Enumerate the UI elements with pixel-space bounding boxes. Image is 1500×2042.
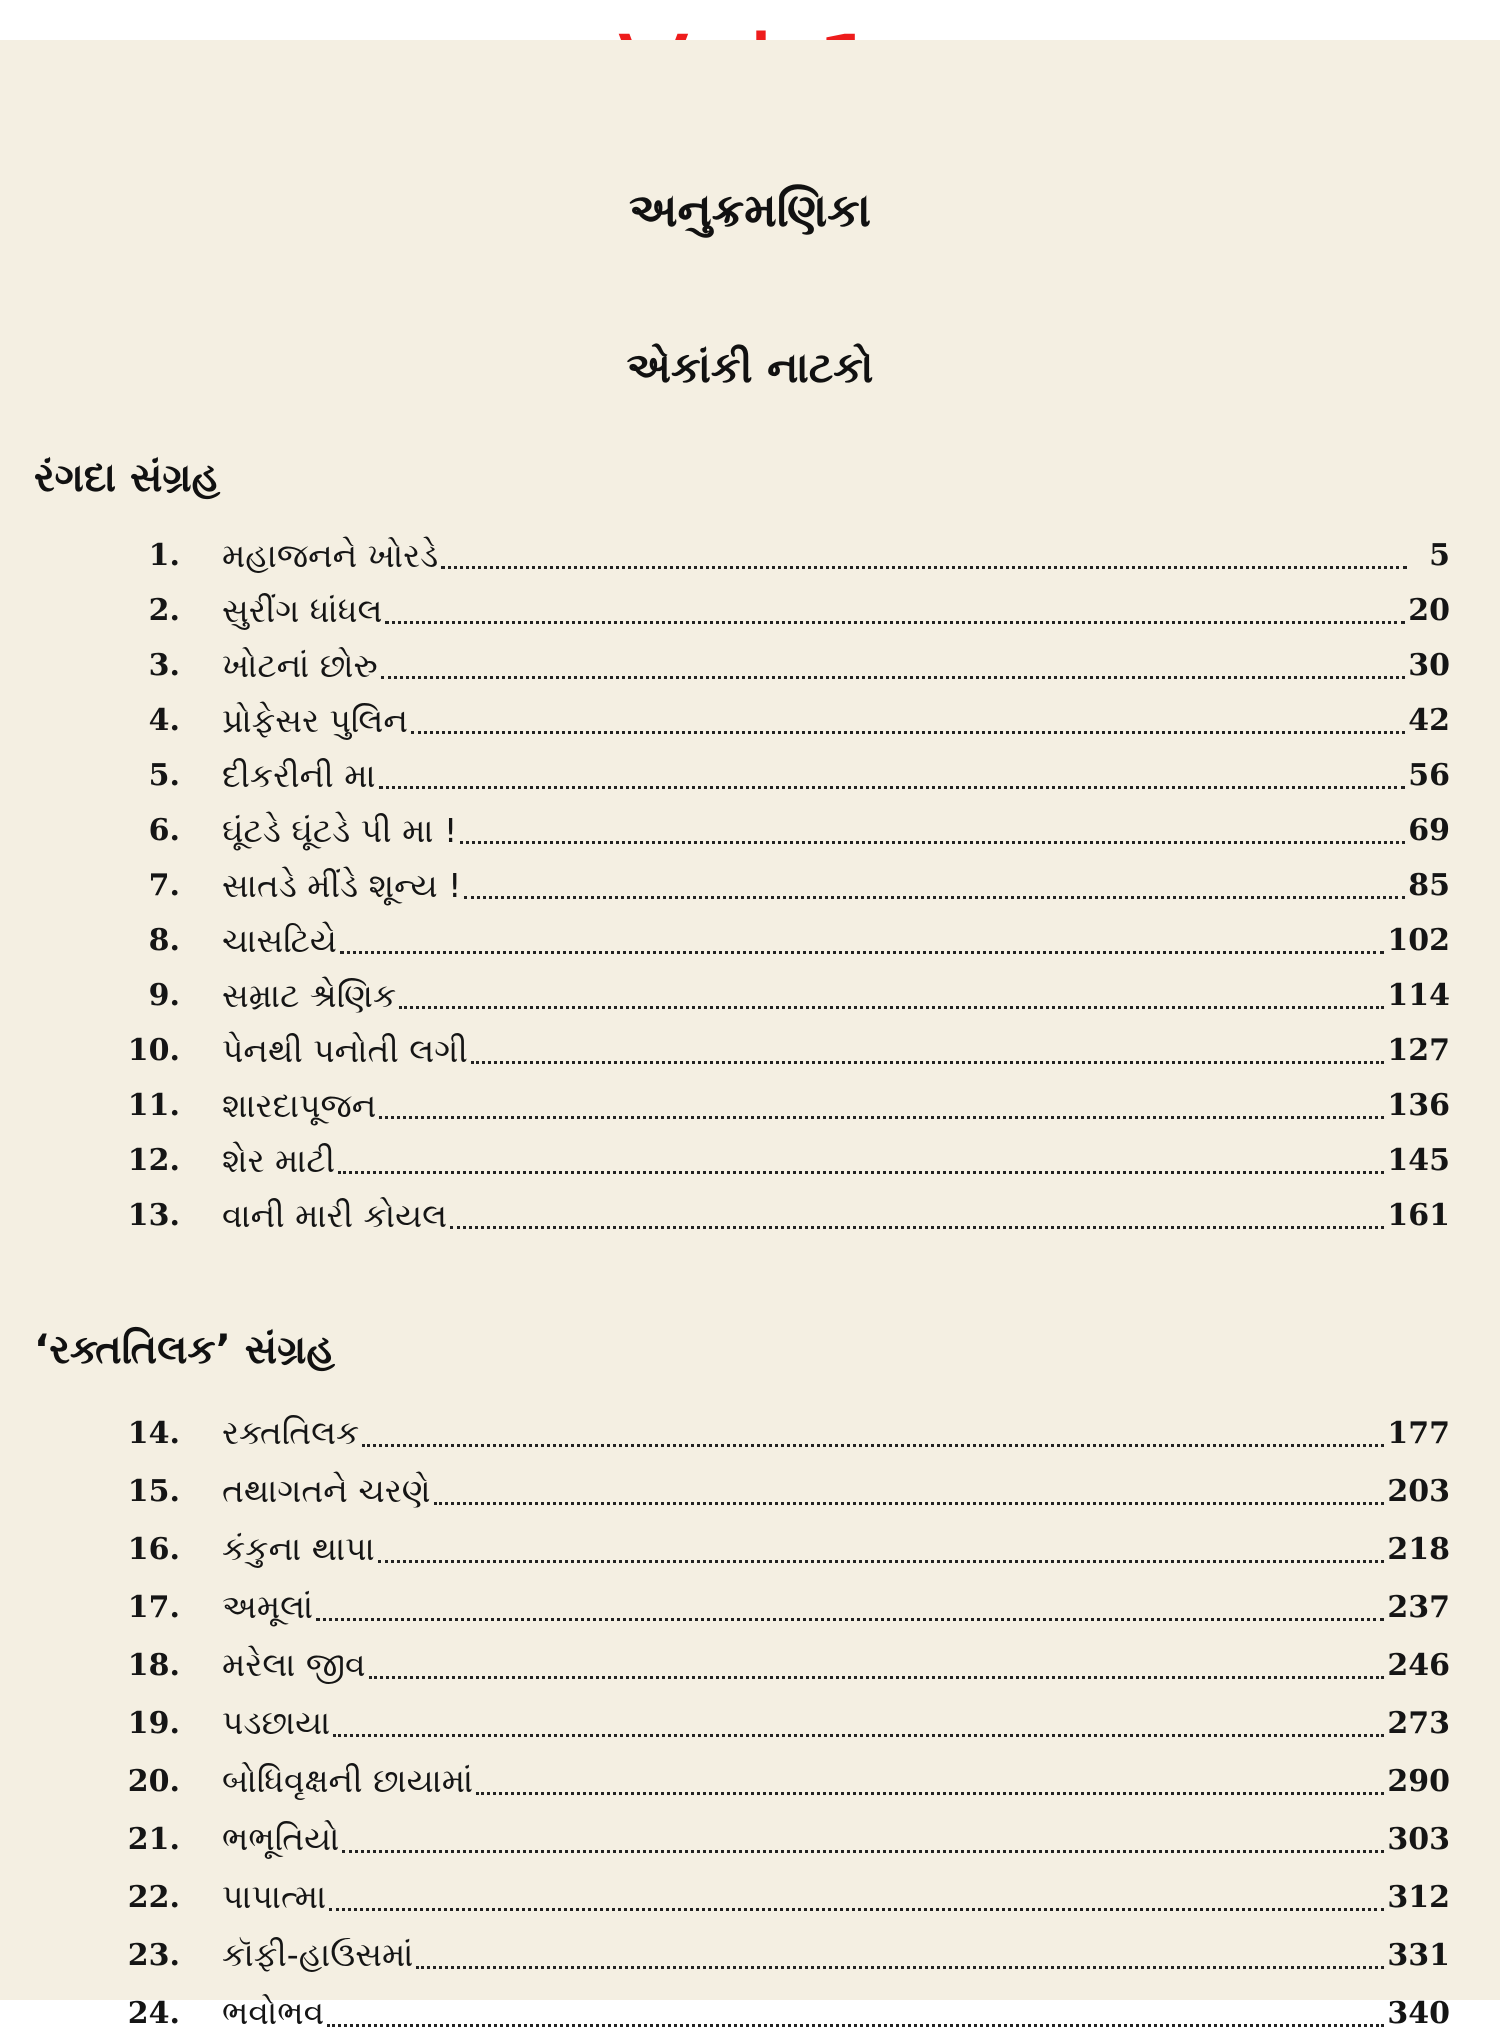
toc-entry [80,638,1450,693]
toc-entry [80,1023,1450,1078]
entry-number: 16. [127,1531,180,1567]
entry-page-number: 303 [1387,1821,1450,1857]
entry-page-number: 161 [1387,1198,1450,1233]
toc-entry [80,1926,1450,1984]
entry-number: 13. [127,1198,180,1233]
dot-leader [476,1792,1384,1795]
entry-title: તથાગતને ચરણે [222,1471,431,1510]
dot-leader [464,896,1405,899]
entry-page-number: 136 [1387,1088,1450,1123]
entry-number: 18. [127,1647,180,1683]
entry-title: કંકુના થાપા [222,1529,375,1568]
entry-title: ખોટનાં છોરુ [222,645,378,685]
dot-leader [342,1850,1384,1853]
entry-number: 19. [127,1705,180,1741]
dot-leader [385,621,1405,624]
entry-title: પડછાયા [222,1703,331,1742]
entry-number: 14. [127,1415,180,1451]
entry-number: 6. [148,813,180,848]
entry-page-number: 203 [1387,1473,1450,1509]
toc-entry [80,913,1450,968]
entry-number: 15. [127,1473,180,1509]
dot-leader [399,1006,1384,1009]
entry-title: પ્રોફેસર પુલિન [222,700,408,740]
page-title: અનુક્રમણિકા [628,183,871,237]
entry-page-number: 114 [1387,978,1450,1013]
dot-leader [434,1502,1385,1505]
group-heading-raktatilak: ‘રક્તતિલક’ સંગ્રહ [34,1327,335,1373]
entry-page-number: 177 [1387,1415,1450,1451]
dot-leader [460,841,1405,844]
entry-title: ઘૂંટડે ઘૂંટડે પી મા ! [222,810,458,850]
toc-entry [80,1694,1450,1752]
entry-page-number: 331 [1387,1937,1450,1973]
entry-title: સાતડે મીંડે શૂન્ય ! [222,865,462,905]
entry-title: અમૂલાં [222,1587,314,1626]
document-page [0,40,1500,2032]
entry-page-number: 102 [1387,923,1450,958]
entry-number: 17. [127,1589,180,1625]
dot-leader [416,1966,1384,1969]
entry-page-number: 273 [1387,1705,1450,1741]
entry-number: 21. [127,1821,180,1857]
entry-page-number: 312 [1387,1879,1450,1915]
toc-entry [80,693,1450,748]
toc-entry [80,1188,1450,1243]
toc-entry [80,1984,1450,2042]
entry-page-number: 218 [1387,1531,1450,1567]
entry-number: 12. [127,1143,180,1178]
toc-entry [80,1636,1450,1694]
entry-number: 11. [127,1088,180,1123]
dot-leader [340,951,1384,954]
dot-leader [369,1676,1385,1679]
toc-entry [80,968,1450,1023]
entry-number: 22. [127,1879,180,1915]
entry-title: ચાસટિયે [222,920,337,960]
toc-list-rangda [80,528,1450,1243]
dot-leader [362,1444,1384,1447]
entry-page-number: 20 [1408,593,1450,628]
entry-page-number: 237 [1387,1589,1450,1625]
entry-page-number: 246 [1387,1647,1450,1683]
entry-number: 10. [127,1033,180,1068]
dot-leader [379,786,1406,789]
entry-title: રક્તતિલક [222,1413,360,1452]
toc-entry [80,1462,1450,1520]
entry-title: કૉફી-હાઉસમાં [222,1935,414,1974]
section-title: એકાંકી નાટકો [626,343,874,392]
dot-leader [333,1734,1384,1737]
entry-number: 24. [127,1995,180,2031]
entry-title: પેનથી પનોતી લગી [222,1030,468,1070]
entry-title: દીકરીની મા [222,755,376,795]
toc-list-raktatilak [80,1404,1450,2042]
entry-page-number: 69 [1408,813,1450,848]
entry-title: ભભૂતિયો [222,1819,340,1858]
entry-number: 20. [127,1763,180,1799]
entry-page-number: 340 [1387,1995,1450,2031]
entry-title: સમ્રાટ શ્રેણિક [222,975,397,1015]
toc-entry [80,528,1450,583]
entry-title: મહાજનને ખોરડે [222,535,439,575]
toc-entry [80,858,1450,913]
dot-leader [316,1618,1384,1621]
dot-leader [378,1560,1385,1563]
toc-entry [80,583,1450,638]
entry-title: પાપાત્મા [222,1877,327,1916]
entry-title: મરેલા જીવ [222,1645,366,1684]
toc-entry [80,1133,1450,1188]
toc-entry [80,1810,1450,1868]
entry-title: શેર માટી [222,1140,336,1180]
entry-number: 9. [148,978,180,1013]
entry-number: 23. [127,1937,180,1973]
group-heading-rangda: રંગદા સંગ્રહ [34,455,221,501]
entry-title: બોધિવૃક્ષની છાયામાં [222,1761,474,1800]
entry-number: 8. [148,923,180,958]
toc-entry [80,1078,1450,1133]
entry-number: 3. [148,648,180,683]
dot-leader [381,676,1406,679]
dot-leader [450,1226,1384,1229]
toc-entry [80,1520,1450,1578]
toc-entry [80,1868,1450,1926]
dot-leader [379,1116,1384,1119]
toc-entry [80,748,1450,803]
entry-number: 4. [148,703,180,738]
dot-leader [329,1908,1384,1911]
entry-page-number: 127 [1387,1033,1450,1068]
toc-entry [80,1404,1450,1462]
entry-page-number: 30 [1408,648,1450,683]
dot-leader [441,566,1407,569]
entry-page-number: 56 [1408,758,1450,793]
entry-number: 2. [148,593,180,628]
entry-title: સુરીંગ ધાંધલ [222,590,383,630]
entry-page-number: 5 [1429,538,1450,573]
toc-entry [80,1578,1450,1636]
toc-entry [80,803,1450,858]
entry-title: ભવોભવ [222,1993,325,2032]
dot-leader [327,2024,1384,2027]
dot-leader [471,1061,1385,1064]
entry-title: શારદાપૂજન [222,1085,377,1125]
entry-page-number: 42 [1408,703,1450,738]
entry-number: 1. [148,538,180,573]
entry-title: વાની મારી કોયલ [222,1195,448,1235]
entry-number: 7. [148,868,180,903]
entry-number: 5. [148,758,180,793]
dot-leader [338,1171,1384,1174]
entry-page-number: 290 [1387,1763,1450,1799]
dot-leader [411,731,1405,734]
entry-page-number: 145 [1387,1143,1450,1178]
toc-entry [80,1752,1450,1810]
entry-page-number: 85 [1408,868,1450,903]
